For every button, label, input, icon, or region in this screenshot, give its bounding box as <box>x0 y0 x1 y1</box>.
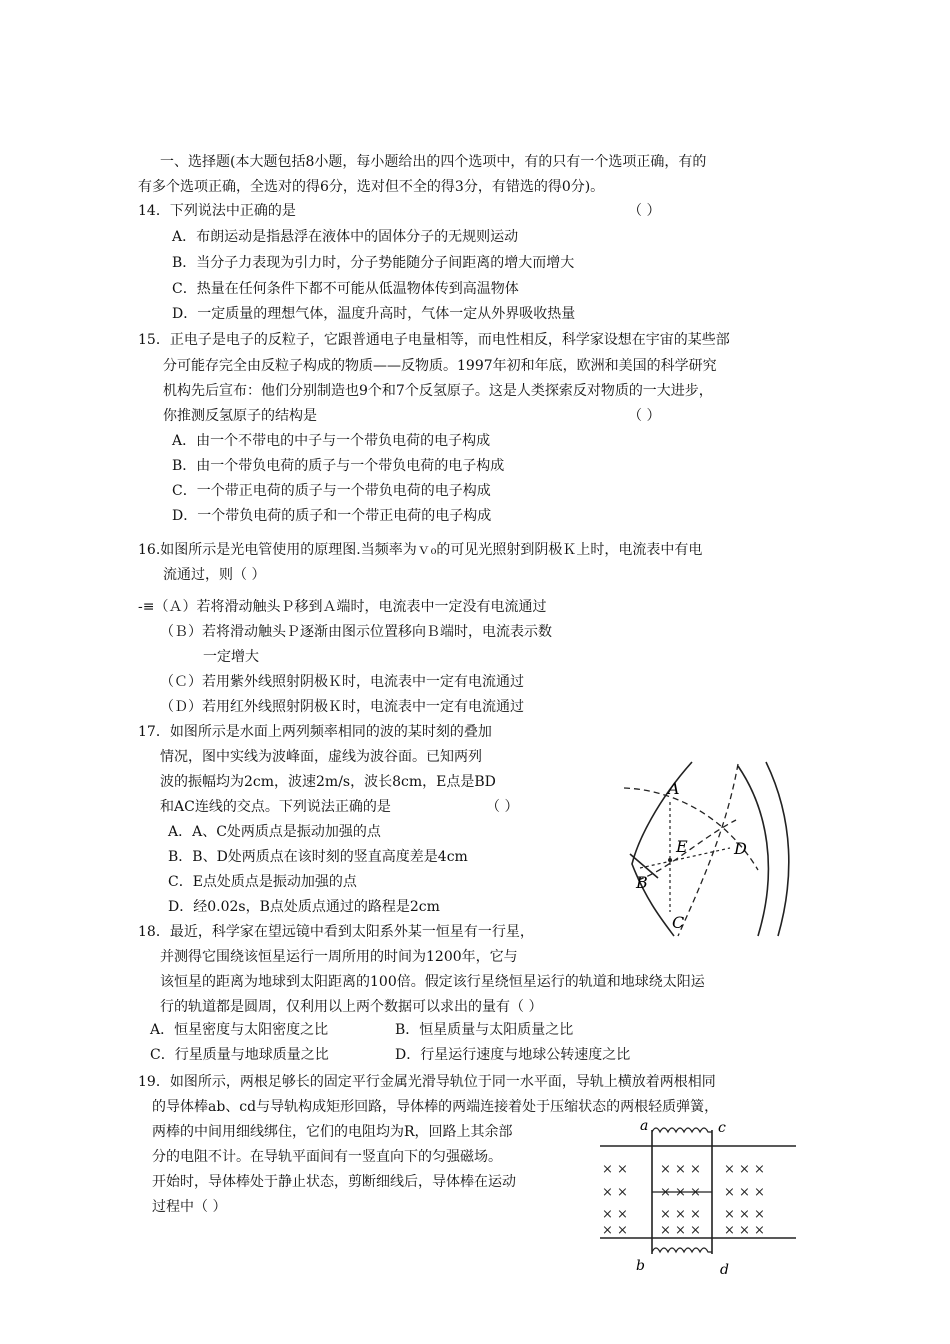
section-intro-line-2: 有多个选项正确，全选对的得6分，选对但不全的得3分，有错选的得0分)。 <box>138 179 605 195</box>
q18-option-c: C．行星质量与地球质量之比 <box>150 1047 329 1063</box>
q18-stem-line-4: 行的轨道都是圆周，仅利用以上两个数据可以求出的量有（ ） <box>160 999 543 1015</box>
label-c: C <box>672 913 685 932</box>
q15-option-a: A．由一个不带电的中子与一个带负电荷的电子构成 <box>172 433 491 449</box>
q17-stem-line-3: 波的振幅均为2cm，波速2m/s，波长8cm，E点是BD <box>160 774 496 790</box>
svg-text:× ×: × × <box>602 1207 628 1222</box>
q18-stem-line-3: 该恒星的距离为地球到太阳距离的100倍。假定该行星绕恒星运行的轨道和地球绕太阳运 <box>160 974 705 990</box>
point-e-dot <box>668 858 672 862</box>
q15-answer-bracket: （ ） <box>628 408 661 424</box>
svg-text:× × ×: × × × <box>660 1162 701 1177</box>
q14-option-d: D．一定质量的理想气体，温度升高时，气体一定从外界吸收热量 <box>172 306 576 322</box>
magnetic-field-crosses <box>602 1162 765 1238</box>
q16-option-a: -≡（Ａ）若将滑动触头Ｐ移到Ａ端时，电流表中一定没有电流通过 <box>138 599 547 615</box>
q15-stem-line-4: 你推测反氢原子的结构是 <box>163 408 317 424</box>
label-a: A <box>668 779 680 798</box>
q18-option-a: A．恒星密度与太阳密度之比 <box>150 1022 329 1038</box>
q17-option-d: D．经0.02s，B点处质点通过的路程是2cm <box>168 899 440 915</box>
q18-stem-line-2: 并测得它围绕该恒星运行一周所用的时间为1200年，它与 <box>160 949 518 965</box>
q16-stem-line-2: 流通过，则（ ） <box>163 567 266 583</box>
q19-stem-line-2: 的导体棒ab、cd与导轨构成矩形回路，导体棒的两端连接着处于压缩状态的两根轻质弹簧， <box>152 1099 719 1115</box>
q18-stem-line-1: 18．最近，科学家在望远镜中看到太阳系外某一恒星有一行星， <box>138 924 534 940</box>
svg-text:× ×: × × <box>602 1162 628 1177</box>
label-d: d <box>720 1262 729 1278</box>
crest-arc-right-outer <box>766 762 789 936</box>
q15-option-d: D．一个带负电荷的质子和一个带正电荷的电子构成 <box>172 508 492 524</box>
q16-stem-line-1: 16.如图所示是光电管使用的原理图.当频率为ｖ₀的可见光照射到阴极Ｋ上时，电流表中有电 <box>138 542 703 558</box>
q15-stem-line-3: 机构先后宣布：他们分别制造也9个和7个反氢原子。这是人类探索反对物质的一大进步， <box>163 383 713 399</box>
label-b: B <box>636 873 648 892</box>
q18-option-b: B．恒星质量与太阳质量之比 <box>395 1022 574 1038</box>
label-a: a <box>640 1118 649 1134</box>
q17-option-c: C．E点处质点是振动加强的点 <box>168 874 357 890</box>
q19-stem-line-4: 分的电阻不计。在导轨平面间有一竖直向下的匀强磁场。 <box>152 1149 502 1165</box>
svg-text:× × ×: × × × <box>660 1207 701 1222</box>
q14-option-c: C．热量在任何条件下都不可能从低温物体传到高温物体 <box>172 281 519 297</box>
section-intro-line-1: 一、选择题(本大题包括8小题，每小题给出的四个选项中，有的只有一个选项正确，有的 <box>160 154 707 170</box>
svg-text:× ×: × × <box>602 1185 628 1200</box>
q17-option-b: B．B、D处两质点在该时刻的竖直高度差是4cm <box>168 849 468 865</box>
q19-stem-line-6: 过程中（ ） <box>152 1199 227 1215</box>
spring-top <box>652 1128 712 1132</box>
q15-option-b: B．由一个带负电荷的质子与一个带负电荷的电子构成 <box>172 458 505 474</box>
label-e: E <box>676 837 688 856</box>
label-b: b <box>636 1258 645 1274</box>
q15-stem-line-1: 15．正电子是电子的反粒子，它跟普通电子电量相等，而电性相反，科学家设想在宇宙的某些部 <box>138 332 730 348</box>
q14-answer-bracket: （ ） <box>628 203 661 219</box>
q19-stem-line-3: 两棒的中间用细线绑住，它们的电阻均为R，回路上其余部 <box>152 1124 513 1140</box>
svg-text:× × ×: × × × <box>724 1207 765 1222</box>
svg-text:× × ×: × × × <box>660 1185 701 1200</box>
q14-option-a: A．布朗运动是指悬浮在液体中的固体分子的无规则运动 <box>172 229 519 245</box>
svg-text:× ×: × × <box>602 1223 628 1238</box>
svg-text:× × ×: × × × <box>724 1223 765 1238</box>
q18-option-d: D．行星运行速度与地球公转速度之比 <box>395 1047 631 1063</box>
q17-stem-line-2: 情况，图中实线为波峰面，虚线为波谷面。已知两列 <box>160 749 482 765</box>
q17-answer-bracket: （ ） <box>486 799 519 815</box>
q16-option-d: （Ｄ）若用红外线照射阴极Ｋ时，电流表中一定有电流通过 <box>160 699 524 715</box>
q14-option-b: B．当分子力表现为引力时，分子势能随分子间距离的增大而增大 <box>172 255 575 271</box>
label-c: c <box>718 1120 726 1136</box>
q16-option-b-continued: 一定增大 <box>203 649 259 665</box>
q19-stem-line-5: 开始时，导体棒处于静止状态，剪断细线后，导体棒在运动 <box>152 1174 516 1190</box>
wave-interference-figure <box>618 760 790 938</box>
q16-option-b: （Ｂ）若将滑动触头Ｐ逐渐由图示位置移向Ｂ端时，电流表示数 <box>160 624 552 640</box>
label-d: D <box>734 839 747 858</box>
svg-text:× × ×: × × × <box>660 1223 701 1238</box>
svg-text:× × ×: × × × <box>724 1185 765 1200</box>
q16-option-c: （Ｃ）若用紫外线照射阴极Ｋ时，电流表中一定有电流通过 <box>160 674 524 690</box>
rails-magnetic-field-figure <box>596 1118 800 1278</box>
q14-stem: 14．下列说法中正确的是 <box>138 203 296 219</box>
q19-stem-line-1: 19．如图所示，两根足够长的固定平行金属光滑导轨位于同一水平面，导轨上横放着两根相同 <box>138 1074 716 1090</box>
q17-stem-line-4: 和AC连线的交点。下列说法正确的是 <box>160 799 391 815</box>
q15-option-c: C．一个带正电荷的质子与一个带负电荷的电子构成 <box>172 483 491 499</box>
q17-stem-line-1: 17．如图所示是水面上两列频率相同的波的某时刻的叠加 <box>138 724 492 740</box>
spring-bottom <box>652 1248 712 1252</box>
q17-option-a: A．A、C处两质点是振动加强的点 <box>168 824 381 840</box>
svg-text:× × ×: × × × <box>724 1162 765 1177</box>
q15-stem-line-2: 分可能存完全由反粒子构成的物质——反物质。1997年初和年底，欧洲和美国的科学研究 <box>163 358 717 374</box>
